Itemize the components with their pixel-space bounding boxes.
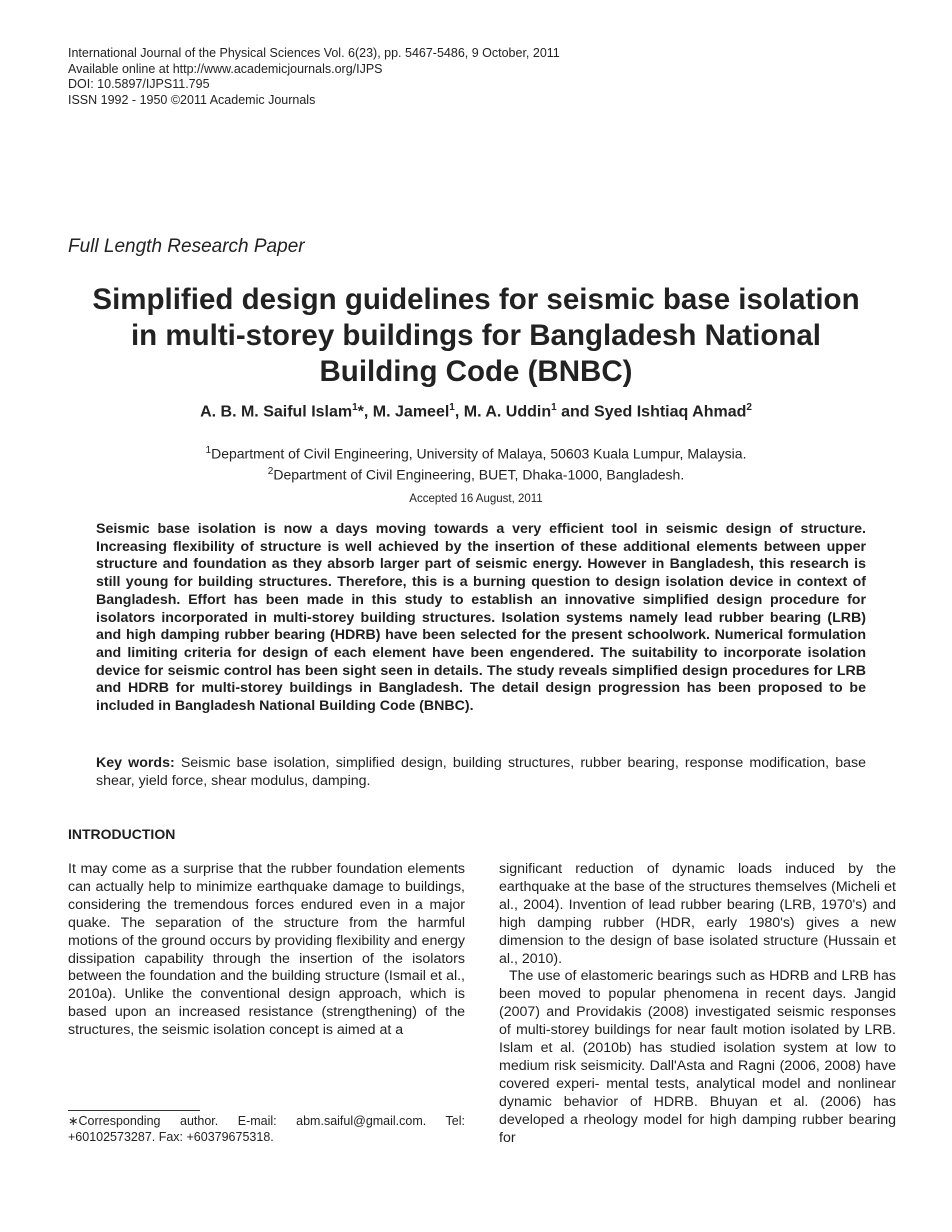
corresponding-mark: *, bbox=[357, 403, 373, 421]
corresponding-author-footnote: ∗Corresponding author. E-mail: abm.saiful@gmail.com. Tel: +60102573287. Fax: +60379675318. bbox=[68, 1114, 465, 1144]
affiliation-2-number: 2 bbox=[267, 465, 274, 477]
paper-title bbox=[40, 282, 912, 390]
affiliations bbox=[40, 442, 912, 483]
author-separator: and bbox=[556, 403, 595, 421]
accepted-date: Accepted 16 August, 2011 bbox=[409, 493, 543, 505]
affiliation-1-text: Department of Civil Engineering, University of Malaya, 50603 Kuala Lumpur, Malaysia. bbox=[211, 445, 747, 462]
left-column bbox=[68, 861, 465, 1040]
author-3-affil: 1 bbox=[551, 402, 557, 413]
affiliation-2-text: Department of Civil Engineering, BUET, Dhaka-1000, Bangladesh. bbox=[273, 466, 685, 483]
title-line-1: Simplified design guidelines for seismic base isolation bbox=[92, 283, 860, 316]
right-column bbox=[499, 861, 896, 1148]
author-4-affil: 2 bbox=[746, 402, 752, 413]
affiliation-1 bbox=[40, 442, 912, 463]
author-4: Syed Ishtiaq Ahmad bbox=[594, 403, 747, 421]
keywords bbox=[96, 754, 866, 790]
journal-url-line: Available online at http://www.academicjournals.org/IJPS bbox=[68, 61, 383, 76]
journal-citation: International Journal of the Physical Sciences Vol. 6(23), pp. 5467-5486, 9 October, 2011 bbox=[68, 46, 560, 60]
keywords-label: Key words: bbox=[96, 755, 175, 771]
issn-line: ISSN 1992 - 1950 ©2011 Academic Journals bbox=[68, 92, 316, 107]
affiliation-2 bbox=[40, 463, 912, 484]
title-line-2: in multi-storey buildings for Bangladesh National bbox=[130, 319, 822, 352]
doi-line: DOI: 10.5897/IJPS11.795 bbox=[68, 77, 210, 91]
paragraph: It may come as a surprise that the rubber foundation elements can actually help to minimize earthquake damage to buildings, considering the tremendous forces endured even in a major quake. The separation of the structure from the harmful motions of the ground occurs by providing flexibility and energy dissipation capability through the insertion of the isolators between the foundation and the building structure (Ismail et al., 2010a). Unlike the conventional design approach, which is based upon an increased resistance (strengthening) of the structures, the seismic isolation concept is aimed at a bbox=[68, 861, 465, 1039]
author-list bbox=[40, 402, 912, 421]
author-3: M. A. Uddin bbox=[463, 403, 552, 421]
journal-header bbox=[68, 46, 560, 108]
section-heading-introduction: INTRODUCTION bbox=[68, 826, 176, 842]
author-1-affil: 1 bbox=[352, 402, 358, 413]
title-line-3: Building Code (BNBC) bbox=[319, 355, 633, 388]
paragraph: significant reduction of dynamic loads induced by the earthquake at the base of the structures themselves (Micheli et al., 2004). Invention of lead rubber bearing (LRB, 1970's) and high damping rubber (HDR, early 1980's) gives a new dimension to the design of base isolated structure (Hussain et al., 2010). bbox=[499, 861, 896, 967]
author-1: A. B. M. Saiful Islam bbox=[200, 403, 353, 421]
paragraph: The use of elastomeric bearings such as HDRB and LRB has been moved to popular phenomena in recent days. Jangid (2007) and Providakis (2008) investigated seismic responses of multi-storey buildings for near fault motion isolated by LRB. Islam et al. (2010b) has studied isolation system at low to medium risk seismicity. Dall'Asta and Ragni (2006, 2008) have covered experi- mental tests, analytical model and nonlinear dynamic behavior of HDRB. Bhuyan et al. (2006) has developed a rheology model for high damping rubber bearing for bbox=[499, 968, 896, 1146]
paper-type: Full Length Research Paper bbox=[68, 236, 305, 257]
author-2: M. Jameel bbox=[372, 403, 450, 421]
affiliation-1-number: 1 bbox=[205, 445, 212, 456]
keywords-text: Seismic base isolation, simplified design, building structures, rubber bearing, response modification, base shear, yield force, shear modulus, damping. bbox=[96, 755, 866, 789]
author-2-affil: 1 bbox=[449, 402, 455, 413]
footnote-divider bbox=[68, 1110, 200, 1111]
author-separator: , bbox=[454, 403, 464, 421]
abstract: Seismic base isolation is now a days moving towards a very efficient tool in seismic design of structure. Increasing flexibility of structure is well achieved by the insertion of these additional elements between upper structure and foundation as they absorb larger part of seismic energy. However in Bangladesh, this research is still young for building structures. Therefore, this is a burning question to design isolation device in context of Bangladesh. Effort has been made in this study to establish an innovative simplified design procedure for isolators incorporated in multi-storey building structures. Isolation systems namely lead rubber bearing (LRB) and high damping rubber bearing (HDRB) have been selected for the present schoolwork. Numerical formulation and limiting criteria for design of each element have been engendered. The suitability to incorporate isolation device for seismic control has been sight seen in details. The study reveals simplified design procedures for LRB and HDRB for multi-storey buildings in Bangladesh. The detail design progression has been proposed to be included in Bangladesh National Building Code (BNBC). bbox=[96, 521, 866, 715]
